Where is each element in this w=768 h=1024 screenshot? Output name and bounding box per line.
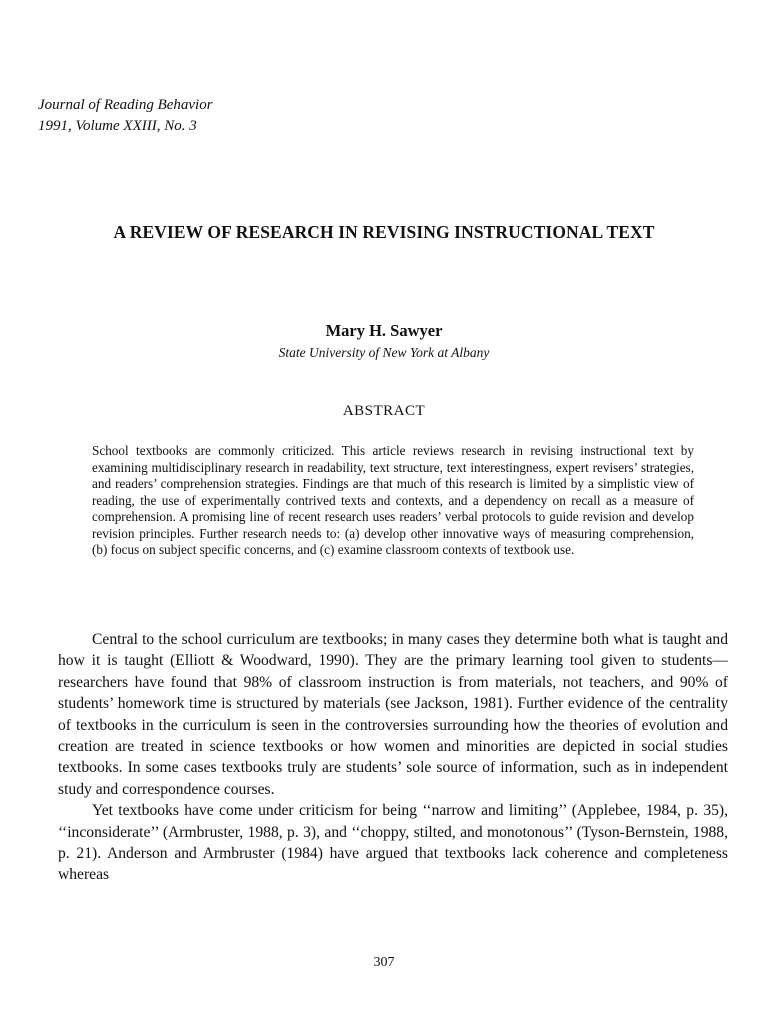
abstract-heading: ABSTRACT bbox=[342, 403, 426, 419]
author-name: Mary H. Sawyer bbox=[325, 321, 443, 340]
journal-name: Journal of Reading Behavior bbox=[38, 97, 213, 113]
author-affiliation: State University of New York at Albany bbox=[278, 345, 490, 360]
journal-issue: 1991, Volume XXIII, No. 3 bbox=[38, 118, 197, 134]
body-paragraph: Central to the school curriculum are textbooks; in many cases they determine both what is taught and how it is taught (Elliott & Woodward, 1990). They are the primary learning tool given to students—researchers have found that 98% of classroom instruction is from materials, not teachers, and 90% of students’ homework time is structured by materials (see Jackson, 1981). Further evidence of the centrality of textbooks in the curriculum is seen in the controversies surrounding how the theories of evolution and creation are treated in science textbooks or how women and minorities are depicted in social studies textbooks. In some cases textbooks truly are students’ sole source of information, such as in independent study and correspondence courses. bbox=[58, 631, 728, 798]
abstract-text: School textbooks are commonly criticized. This article reviews research in revising instructional text by examining multidisciplinary research in readability, text structure, text interestingness, expert revisers’ strategies, and readers’ comprehension strategies. Findings are that much of this research is limited by a simplistic view of reading, the use of experimentally contrived texts and contexts, and a dependency on recall as a measure of comprehension. A promising line of recent research uses readers’ verbal protocols to guide revision and develop revision principles. Further research needs to: (a) develop other innovative ways of measuring comprehension, (b) focus on subject specific concerns, and (c) examine classroom contexts of textbook use. bbox=[92, 443, 694, 557]
article-title: A REVIEW OF RESEARCH IN REVISING INSTRUCTIONAL TEXT bbox=[113, 222, 655, 242]
page-number: 307 bbox=[373, 955, 395, 970]
body-text bbox=[58, 629, 728, 886]
body-paragraph: Yet textbooks have come under criticism for being ‘‘narrow and limiting’’ (Applebee, 1984, p. 35), ‘‘inconsiderate’’ (Armbruster, 1988, p. 3), and ‘‘choppy, stilted, and monotonous’’ (Tyson-Bernstein, 1988, p. 21). Anderson and Armbruster (1984) have argued that textbooks lack coherence and completeness whereas bbox=[58, 802, 728, 884]
journal-header bbox=[38, 95, 213, 137]
